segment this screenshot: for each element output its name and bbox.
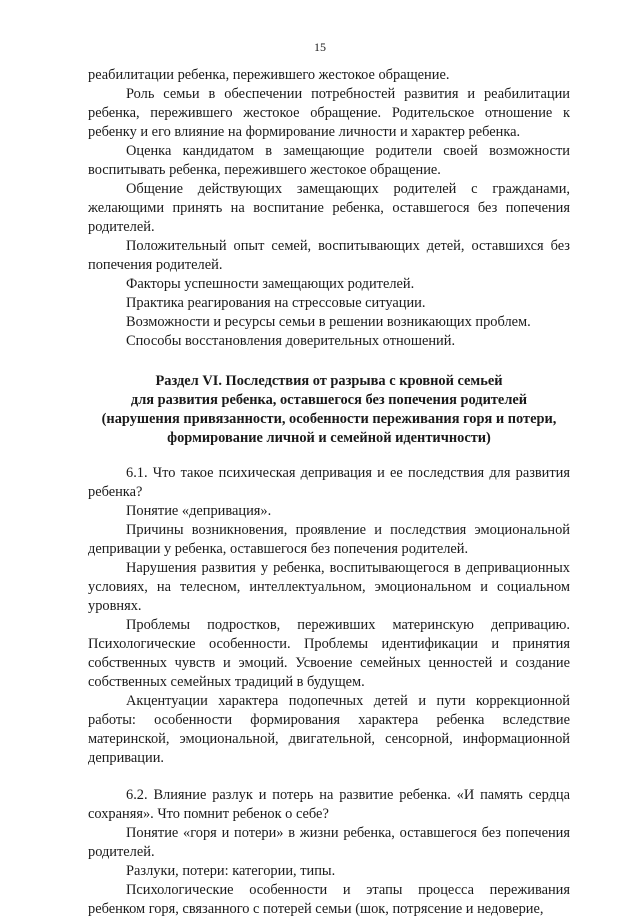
section-heading xyxy=(88,372,570,448)
paragraph: Проблемы подростков, переживших материнскую депривацию. Психологические особенности. Проблемы идентификации и принятия собственных чувств и эмоций. Усвоение семейных ценностей и создание собственных семейных традиций в будущем. xyxy=(88,617,570,690)
subsection-title-6-2: 6.2. Влияние разлук и потерь на развитие ребенка. «И память сердца сохраняя». Что помнит ребенок о себе? xyxy=(88,787,570,822)
section-heading-line: (нарушения привязанности, особенности переживания горя и потери, xyxy=(101,411,557,427)
paragraph: Факторы успешности замещающих родителей. xyxy=(126,276,415,292)
paragraph: Нарушения развития у ребенка, воспитывающегося в депривационных условиях, на телесном, интеллектуальном, эмоциональном и социальном уровнях. xyxy=(88,560,570,614)
paragraph: Возможности и ресурсы семьи в решении возникающих проблем. xyxy=(126,314,531,330)
paragraph: Общение действующих замещающих родителей с гражданами, желающими принять на воспитание ребенка, оставшегося без попечения родителей. xyxy=(88,181,570,235)
paragraph: реабилитации ребенка, пережившего жестокое обращение. xyxy=(88,67,450,83)
paragraph: Понятие «горя и потери» в жизни ребенка, оставшегося без попечения родителей. xyxy=(88,825,570,860)
paragraph: Разлуки, потери: категории, типы. xyxy=(126,863,336,879)
paragraph: Роль семьи в обеспечении потребностей развития и реабилитации ребенка, пережившего жестокое обращение. Родительское отношение к ребенку и его влияние на формирование личности и характер ребенка. xyxy=(88,86,570,140)
paragraph: Практика реагирования на стрессовые ситуации. xyxy=(126,295,426,311)
spacer xyxy=(88,768,570,786)
paragraph: Психологические особенности и этапы процесса переживания ребенком горя, связанного с потерей семьи (шок, потрясение и недоверие, xyxy=(88,882,570,917)
paragraph: Понятие «депривация». xyxy=(126,503,272,519)
section-heading-line: формирование личной и семейной идентичности) xyxy=(167,430,491,446)
section-heading-line: для развития ребенка, оставшегося без попечения родителей xyxy=(130,392,528,408)
paragraph: Способы восстановления доверительных отношений. xyxy=(126,333,456,349)
paragraph: Оценка кандидатом в замещающие родители своей возможности воспитывать ребенка, пережившего жестокое обращение. xyxy=(88,143,570,178)
subsection-title-6-1: 6.1. Что такое психическая депривация и ее последствия для развития ребенка? xyxy=(88,465,570,500)
section-heading-line: Раздел VI. Последствия от разрыва с кровной семьей xyxy=(155,373,503,389)
paragraph: Причины возникновения, проявление и последствия эмоциональной депривации у ребенка, оставшегося без попечения родителей. xyxy=(88,522,570,557)
page-content xyxy=(88,66,570,919)
page-number: 15 xyxy=(314,40,326,54)
paragraph: Положительный опыт семей, воспитывающих детей, оставшихся без попечения родителей. xyxy=(88,238,570,273)
paragraph: Акцентуации характера подопечных детей и пути коррекционной работы: особенности формирования характера ребенка вследствие материнской, эмоциональной, двигательной, сенсорной, информационной депривации. xyxy=(88,693,570,766)
